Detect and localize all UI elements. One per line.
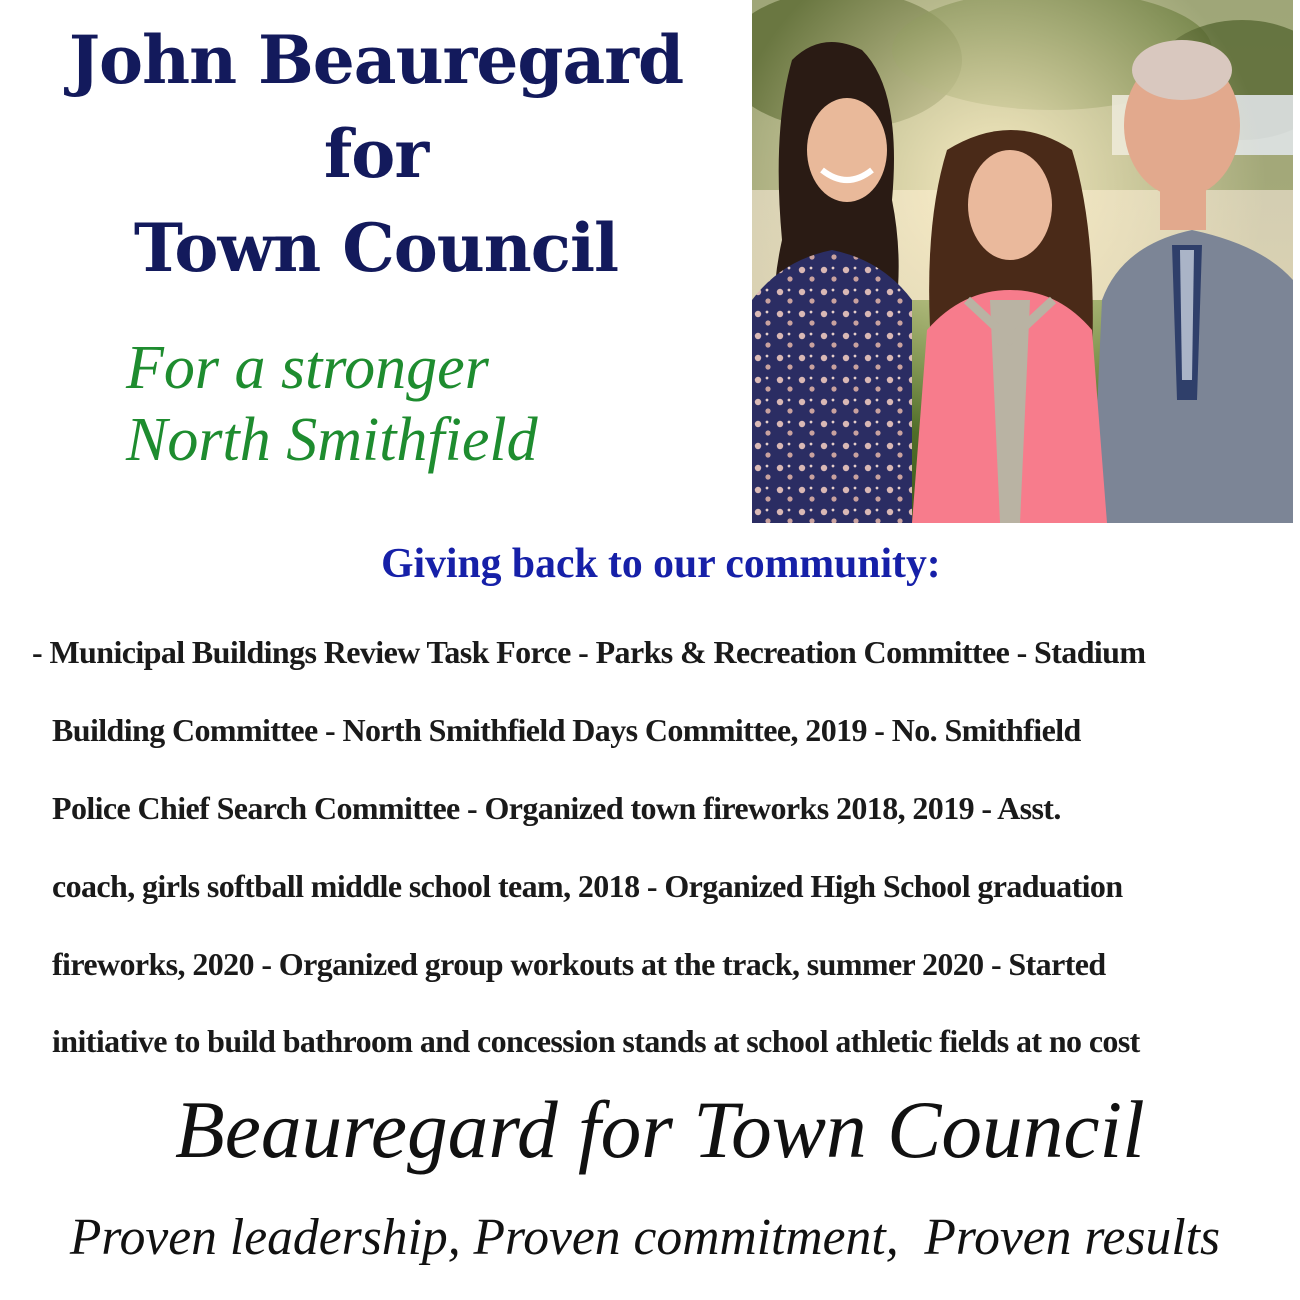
community-text-line: Building Committee - North Smithfield Days Committee, 2019 - No. Smithfield	[52, 712, 1081, 748]
community-text-line: fireworks, 2020 - Organized group workouts at the track, summer 2020 - Started	[52, 946, 1106, 982]
closing-slogan: Proven leadership, Proven commitment, Proven results	[69, 1209, 1221, 1266]
community-heading: Giving back to our community:	[381, 541, 941, 587]
family-photo	[752, 0, 1293, 523]
headline-line-3: Town Council	[133, 209, 619, 287]
headline-line-1: John Beauregard	[68, 21, 684, 99]
community-text-line: Police Chief Search Committee - Organized town fireworks 2018, 2019 - Asst.	[52, 790, 1061, 826]
tagline-line-1: For a stronger	[126, 334, 489, 402]
closing-title: Beauregard for Town Council	[175, 1084, 1145, 1175]
community-text-line: - Municipal Buildings Review Task Force - Parks & Recreation Committee - Stadium	[32, 634, 1146, 670]
headline-line-2: for	[323, 115, 429, 193]
community-text-line: coach, girls softball middle school team, 2018 - Organized High School graduation	[52, 868, 1123, 904]
tagline-line-2: North Smithfield	[126, 406, 538, 474]
community-text-line: initiative to build bathroom and concession stands at school athletic fields at no cost	[52, 1023, 1140, 1059]
